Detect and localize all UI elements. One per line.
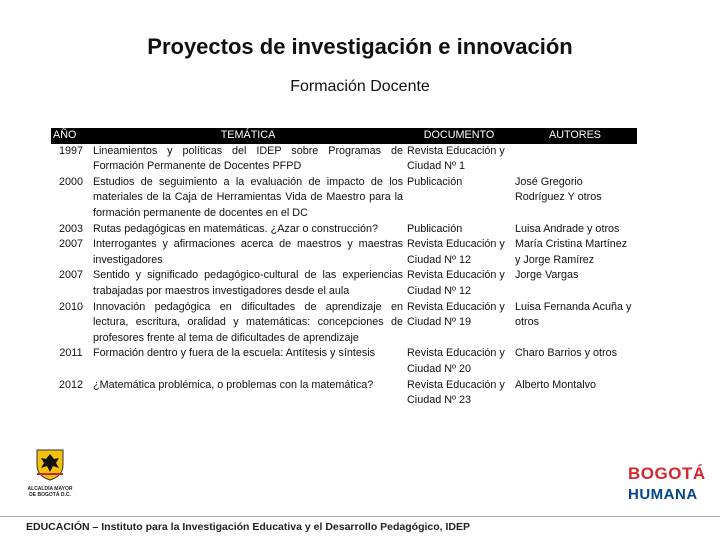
cell-year: 2007 (58, 269, 84, 282)
column-header-year: AÑO (51, 128, 91, 144)
column-header-document: DOCUMENTO (405, 128, 513, 144)
cell-document: Publicación (407, 175, 463, 188)
cell-authors (513, 144, 637, 175)
table-row (51, 346, 637, 377)
cell-topic: Sentido y significado pedagógico-cultural de las experiencias trabajadas por maestros investigadores desde el aula (93, 269, 403, 297)
bogota-humana-logo (628, 464, 706, 520)
cell-document: Revista Educación y Ciudad Nº 1 (407, 144, 505, 173)
cell-topic: Innovación pedagógica en dificultades de aprendizaje en lectura, escritura, oralidad y matemáticas: concepciones de profesores frente al tema de dificultades de aprendizaje (93, 300, 403, 344)
bogota-logo-line2: HUMANA (628, 486, 698, 503)
cell-authors: Luisa Andrade y otros (515, 222, 620, 235)
cell-authors: María Cristina Martínez y Jorge Ramírez (515, 238, 628, 266)
cell-authors: Luisa Fernanda Acuña y otros (515, 300, 632, 329)
cell-document: Revista Educación y Ciudad Nº 12 (407, 269, 505, 297)
cell-document: Revista Educación y Ciudad Nº 19 (407, 300, 505, 329)
cell-year: 2007 (58, 238, 84, 251)
column-header-authors: AUTORES (513, 128, 637, 144)
footer-divider (0, 516, 720, 517)
table-row (51, 378, 637, 409)
cell-topic: ¿Matemática problémica, o problemas con la matemática? (93, 378, 374, 391)
bogota-logo-line1: BOGOTÁ (628, 464, 706, 483)
cell-topic: Lineamientos y políticas del IDEP sobre Programas de Formación Permanente de Docentes PFPD (93, 144, 403, 173)
cell-authors: Alberto Montalvo (515, 378, 597, 391)
column-header-topic: TEMÁTICA (91, 128, 405, 144)
alcaldia-logo-caption: ALCALDÍA MAYOR DE BOGOTÁ D.C. (27, 486, 73, 498)
cell-year: 2012 (58, 378, 84, 391)
cell-authors: Jorge Vargas (515, 269, 579, 282)
cell-year: 2010 (58, 300, 84, 313)
cell-year: 1997 (58, 144, 84, 157)
cell-document: Revista Educación y Ciudad Nº 12 (407, 238, 505, 266)
cell-authors: José Gregorio Rodríguez Y otros (515, 175, 602, 204)
cell-authors: Charo Barrios y otros (515, 347, 618, 360)
page-title: Proyectos de investigación e innovación (147, 34, 573, 59)
projects-table (51, 128, 637, 409)
cell-topic: Interrogantes y afirmaciones acerca de maestros y maestras investigadores (93, 238, 403, 266)
footer-text: EDUCACIÓN – Instituto para la Investigación Educativa y el Desarrollo Pedagógico, IDEP (26, 521, 471, 533)
table-row (51, 268, 637, 299)
cell-year: 2003 (58, 222, 84, 235)
table-row (51, 144, 637, 175)
page-subtitle: Formación Docente (290, 78, 430, 95)
cell-document: Revista Educación y Ciudad Nº 20 (407, 347, 505, 375)
table-row (51, 300, 637, 347)
coat-of-arms-icon (35, 447, 65, 481)
cell-topic: Formación dentro y fuera de la escuela: Antítesis y síntesis (93, 347, 376, 360)
cell-year: 2011 (59, 347, 83, 360)
cell-year: 2000 (58, 175, 84, 188)
table-row (51, 175, 637, 222)
table-row (51, 237, 637, 268)
cell-document: Revista Educación y Ciudad Nº 23 (407, 378, 505, 407)
cell-topic: Rutas pedagógicas en matemáticas. ¿Azar o construcción? (93, 222, 379, 235)
cell-document: Publicación (407, 222, 463, 235)
cell-topic: Estudios de seguimiento a la evaluación de impacto de los materiales de la Caja de Herramientas Vida de Maestro para la formación permanente de docentes en el DC (93, 175, 403, 219)
alcaldia-logo (26, 447, 74, 505)
table-header-row (51, 128, 637, 144)
table-row (51, 222, 637, 238)
